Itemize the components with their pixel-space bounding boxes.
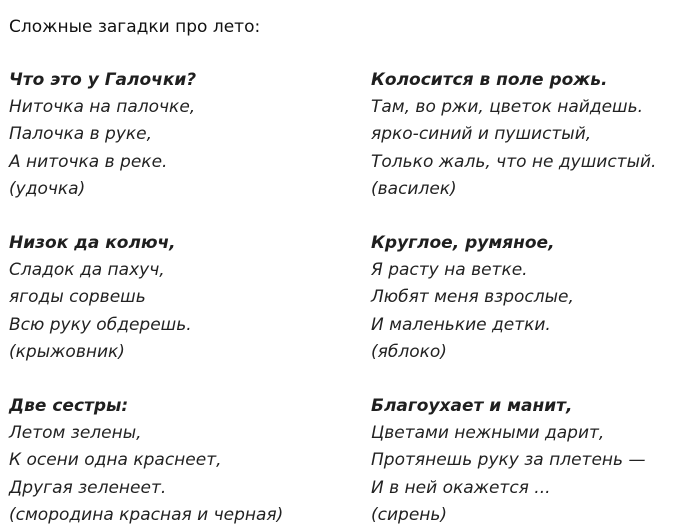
riddle-line: Летом зелены,	[9, 423, 142, 444]
riddle-title: Низок да колюч,	[9, 233, 176, 253]
riddle-line: Любят меня взрослые,	[371, 287, 574, 308]
riddle-line: Ниточка на палочке,	[9, 97, 196, 118]
riddle-answer: (смородина красная и черная)	[9, 504, 284, 525]
riddle-gooseberry	[9, 230, 192, 366]
riddle-line: Цветами нежными дарит,	[371, 423, 605, 444]
riddle-answer: (яблоко)	[371, 341, 447, 362]
riddle-currant	[9, 393, 283, 529]
riddle-answer: (удочка)	[9, 178, 86, 199]
riddle-line: ягоды сорвешь	[9, 287, 146, 308]
riddle-title: Колосится в поле рожь.	[371, 70, 608, 90]
riddle-line: К осени одна краснеет,	[9, 450, 222, 471]
riddle-line: Всю руку обдерешь.	[9, 314, 192, 335]
riddle-line: Другая зеленеет.	[9, 477, 167, 498]
riddle-fishing-rod	[9, 67, 196, 203]
riddle-line: И в ней окажется ...	[371, 477, 551, 498]
riddle-title: Две сестры:	[9, 396, 129, 416]
riddle-title: Что это у Галочки?	[9, 70, 197, 90]
riddle-answer: (сирень)	[371, 504, 448, 525]
page-heading: Сложные загадки про лето:	[9, 17, 261, 37]
riddle-line: Только жаль, что не душистый.	[371, 151, 657, 172]
riddle-title: Круглое, румяное,	[371, 233, 555, 253]
riddle-line: Сладок да пахуч,	[9, 260, 165, 281]
riddle-line: А ниточка в реке.	[9, 151, 168, 172]
riddle-line: Протянешь руку за плетень —	[371, 450, 646, 471]
riddle-line: И маленькие детки.	[371, 314, 551, 335]
riddle-cornflower	[371, 67, 656, 203]
riddle-line: Там, во ржи, цветок найдешь.	[371, 97, 644, 118]
riddle-line: ярко-синий и пушистый,	[371, 124, 592, 145]
riddle-answer: (крыжовник)	[9, 341, 125, 362]
riddle-line: Я расту на ветке.	[371, 260, 528, 281]
riddle-title: Благоухает и манит,	[371, 396, 573, 416]
riddle-apple	[371, 230, 574, 366]
riddle-lilac	[371, 393, 645, 529]
riddle-answer: (василек)	[371, 178, 457, 199]
riddle-line: Палочка в руке,	[9, 124, 153, 145]
